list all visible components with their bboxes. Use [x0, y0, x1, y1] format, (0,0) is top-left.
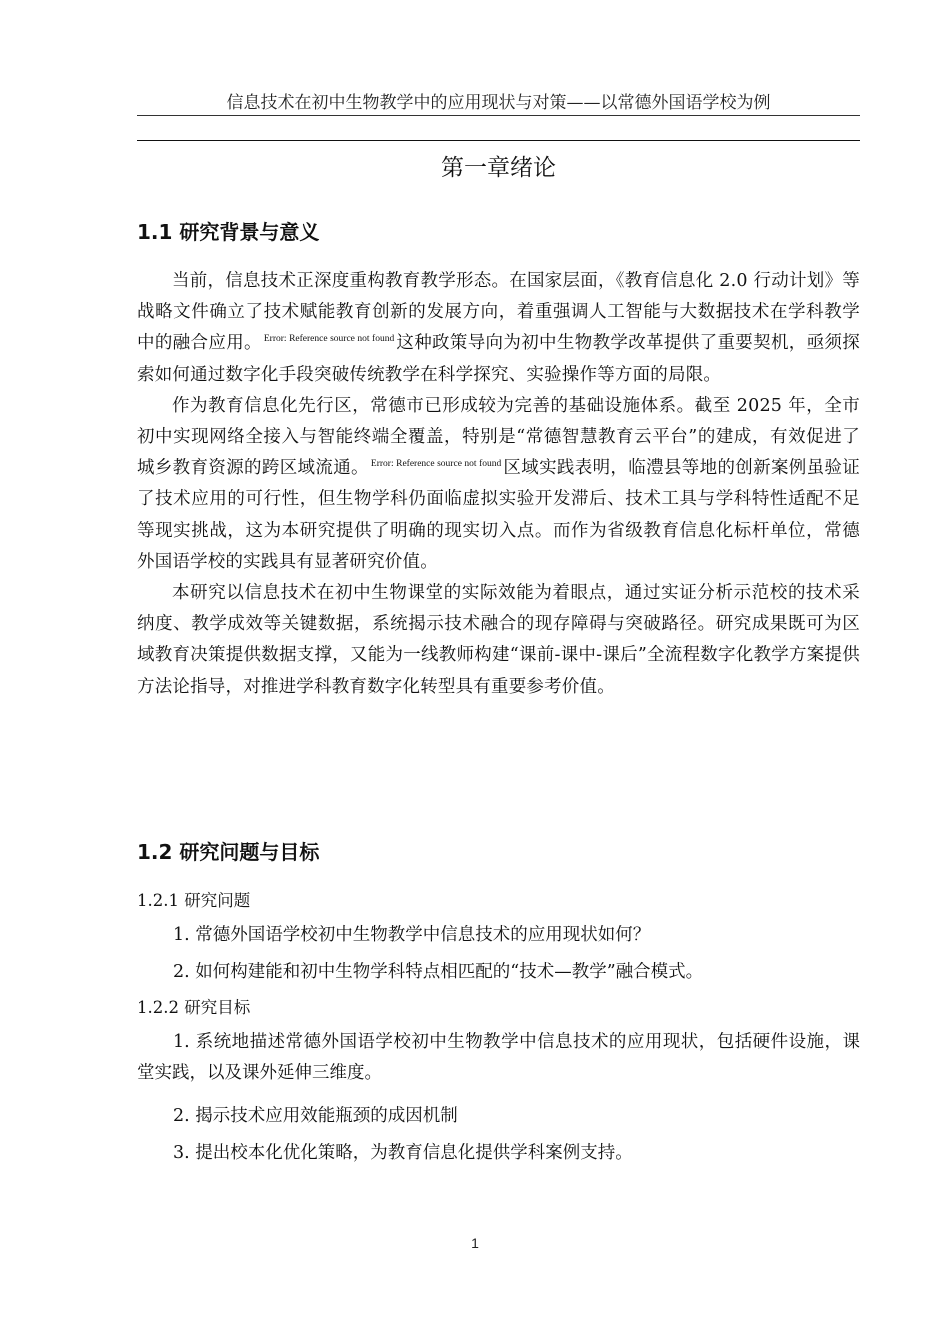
reference-error: Error: Reference source not found [370, 459, 502, 470]
section-1-1-body [137, 266, 860, 703]
chapter-title: 第一章绪论 [441, 155, 556, 181]
list-item [137, 1101, 860, 1132]
list-item-text: 1. 常德外国语学校初中生物教学中信息技术的应用现状如何？ [173, 925, 651, 945]
list-item-text: 2. 如何构建能和初中生物学科特点相匹配的“技术—教学”融合模式。 [173, 962, 704, 982]
subsection-heading-1-2-2: 1.2.2 研究目标 [137, 998, 251, 1017]
reference-error: Error: Reference source not found [263, 334, 395, 345]
paragraph-1 [137, 266, 860, 391]
list-item [137, 957, 860, 988]
list-item [137, 920, 860, 951]
subsection-heading-1-2-1: 1.2.1 研究问题 [137, 891, 251, 910]
list-item-text: 3. 提出校本化优化策略，为教育信息化提供学科案例支持。 [173, 1143, 633, 1163]
paragraph-2-text-b: 区域实践表明，临澧县等地的创新案例虽验证了技术应用的可行性，但生物学科仍面临虚拟实验开发滞后、技术工具与学科特性适配不足等现实挑战，这为本研究提供了明确的现实切入点。而作为省级教育信息化标杆单位，常德外国语学校的实践具有显著研究价值。 [137, 458, 861, 572]
header-underline [137, 115, 860, 116]
paragraph-3: 本研究以信息技术在初中生物课堂的实际效能为着眼点，通过实证分析示范校的技术采纳度、教学成效等关键数据，系统揭示技术融合的现存障碍与突破路径。研究成果既可为区域教育决策提供数据支撑，又能为一线教师构建“课前-课中-课后”全流程数字化教学方案提供方法论指导，对推进学科教育数字化转型具有重要参考价值。 [137, 583, 860, 697]
page-number: 1 [471, 1235, 479, 1251]
running-header: 信息技术在初中生物教学中的应用现状与对策——以常德外国语学校为例 [226, 93, 771, 113]
list-item [137, 1138, 860, 1169]
list-item-text: 1. 系统地描述常德外国语学校初中生物教学中信息技术的应用现状，包括硬件设施，课堂实践，以及课外延伸三维度。 [137, 1032, 860, 1084]
paragraph-2 [137, 391, 860, 578]
header-divider [137, 140, 860, 141]
paragraph-1-text-a: 当前，信息技术正深度重构教育教学形态。在国家层面，《教育信息化 2.0 行动计划》等战略文件确立了技术赋能教育创新的发展方向，着重强调人工智能与大数据技术在学科教学中的融合应用。 [137, 271, 860, 354]
paragraph-2-text-a: 作为教育信息化先行区，常德市已形成较为完善的基础设施体系。截至 2025 年，全市初中实现网络全接入与智能终端全覆盖，特别是“常德智慧教育云平台”的建成，有效促进了城乡教育资源的跨区域流通。 [137, 395, 860, 479]
list-item-text: 2. 揭示技术应用效能瓶颈的成因机制 [173, 1106, 458, 1126]
section-heading-1-1: 1.1 研究背景与意义 [137, 220, 320, 244]
list-item [137, 1027, 860, 1089]
paragraph-1-text-b: 这种政策导向为初中生物教学改革提供了重要契机，亟须探索如何通过数字化手段突破传统教学在科学探究、实验操作等方面的局限。 [137, 333, 861, 385]
section-heading-1-2: 1.2 研究问题与目标 [137, 840, 320, 864]
